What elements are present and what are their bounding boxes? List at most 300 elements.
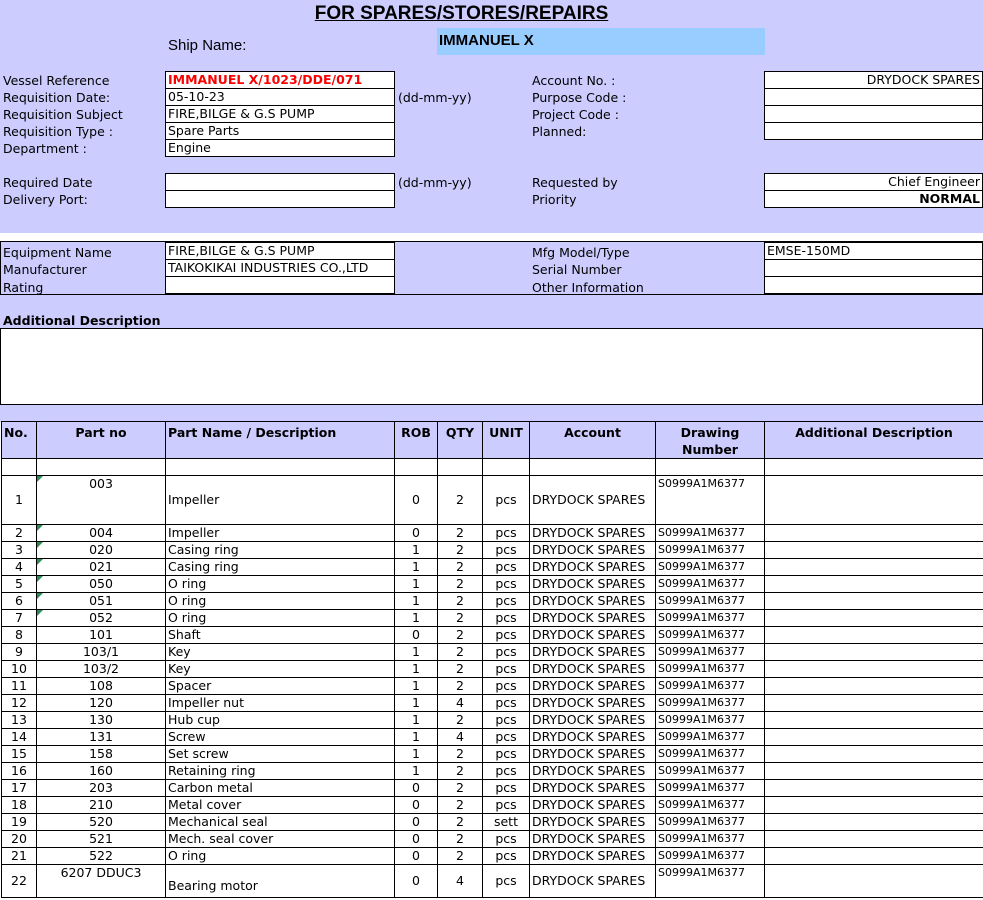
additional-description-field[interactable] (0, 328, 983, 405)
comment-marker-icon (37, 476, 43, 482)
drawing-number[interactable]: S0999A1M6377 (656, 746, 765, 763)
rob-value[interactable]: 0 (395, 814, 438, 831)
table-row[interactable] (2, 848, 983, 865)
unit-value[interactable]: sett (483, 814, 530, 831)
part-number-text: 050 (89, 576, 113, 591)
planned-field[interactable] (764, 122, 983, 140)
account-value[interactable]: DRYDOCK SPARES (530, 712, 656, 729)
row-number[interactable]: 21 (2, 848, 37, 865)
serial-number-label: Serial Number (532, 262, 622, 277)
part-name[interactable]: Screw (166, 729, 395, 746)
unit-value[interactable]: pcs (483, 831, 530, 848)
account-value[interactable]: DRYDOCK SPARES (530, 831, 656, 848)
account-value[interactable]: DRYDOCK SPARES (530, 814, 656, 831)
part-number-text: 160 (89, 763, 113, 778)
part-name[interactable]: O ring (166, 593, 395, 610)
row-number[interactable]: 17 (2, 780, 37, 797)
part-number[interactable] (37, 525, 166, 542)
additional-value[interactable] (765, 610, 983, 627)
drawing-number[interactable]: S0999A1M6377 (656, 476, 765, 525)
drawing-number[interactable]: S0999A1M6377 (656, 712, 765, 729)
additional-description-label: Additional Description (3, 313, 161, 328)
part-name[interactable]: Spacer (166, 678, 395, 695)
part-number[interactable] (37, 865, 166, 898)
additional-value[interactable] (765, 729, 983, 746)
equipment-name-label: Equipment Name (3, 245, 112, 260)
part-name[interactable]: Mechanical seal (166, 814, 395, 831)
rob-value[interactable]: 0 (395, 831, 438, 848)
ship-name-label: Ship Name: (168, 37, 247, 54)
row-number[interactable]: 7 (2, 610, 37, 627)
part-number-text: 108 (89, 678, 113, 693)
drawing-number[interactable]: S0999A1M6377 (656, 695, 765, 712)
priority-field[interactable]: NORMAL (764, 190, 983, 208)
table-row[interactable] (2, 831, 983, 848)
additional-value[interactable] (765, 593, 983, 610)
additional-value[interactable] (765, 644, 983, 661)
additional-value[interactable] (765, 763, 983, 780)
qty-value[interactable]: 4 (438, 729, 483, 746)
qty-value[interactable]: 2 (438, 525, 483, 542)
part-number[interactable] (37, 678, 166, 695)
account-value[interactable]: DRYDOCK SPARES (530, 729, 656, 746)
table-row[interactable] (2, 476, 983, 525)
requisition-subject-field[interactable]: FIRE,BILGE & G.S PUMP (165, 105, 395, 123)
drawing-number[interactable]: S0999A1M6377 (656, 865, 765, 898)
col-header-account: Account (530, 422, 656, 459)
col-header-part-name: Part Name / Description (166, 422, 395, 459)
drawing-number[interactable]: S0999A1M6377 (656, 780, 765, 797)
unit-value[interactable]: pcs (483, 729, 530, 746)
part-number[interactable] (37, 610, 166, 627)
required-date-field[interactable] (165, 173, 395, 191)
unit-value[interactable]: pcs (483, 712, 530, 729)
account-value[interactable]: DRYDOCK SPARES (530, 848, 656, 865)
qty-value[interactable]: 2 (438, 559, 483, 576)
account-no-label: Account No. : (532, 73, 616, 88)
additional-value[interactable] (765, 831, 983, 848)
part-number-text: 020 (89, 542, 113, 557)
ship-name-value[interactable]: IMMANUEL X (437, 28, 765, 55)
rob-value[interactable]: 1 (395, 644, 438, 661)
requisition-date-field[interactable]: 05-10-23 (165, 88, 395, 106)
row-number[interactable]: 2 (2, 525, 37, 542)
mfg-model-label: Mfg Model/Type (532, 245, 630, 260)
additional-value[interactable] (765, 525, 983, 542)
additional-value[interactable] (765, 661, 983, 678)
table-row[interactable] (2, 542, 983, 559)
part-name[interactable]: Hub cup (166, 712, 395, 729)
col-header-qty: QTY (438, 422, 483, 459)
account-value[interactable]: DRYDOCK SPARES (530, 644, 656, 661)
part-number-text: 052 (89, 610, 113, 625)
part-number[interactable] (37, 593, 166, 610)
col-header-additional: Additional Description (765, 422, 983, 459)
part-number[interactable] (37, 729, 166, 746)
qty-value[interactable]: 2 (438, 610, 483, 627)
part-number[interactable] (37, 576, 166, 593)
required-date-label: Required Date (3, 175, 93, 190)
account-value[interactable]: DRYDOCK SPARES (530, 865, 656, 898)
part-name[interactable]: O ring (166, 610, 395, 627)
qty-value[interactable]: 2 (438, 661, 483, 678)
unit-value[interactable]: pcs (483, 865, 530, 898)
table-row[interactable] (2, 712, 983, 729)
qty-value[interactable]: 4 (438, 695, 483, 712)
part-name[interactable]: O ring (166, 576, 395, 593)
account-value[interactable]: DRYDOCK SPARES (530, 476, 656, 525)
part-name[interactable]: Key (166, 644, 395, 661)
additional-value[interactable] (765, 627, 983, 644)
unit-value[interactable]: pcs (483, 627, 530, 644)
unit-value[interactable]: pcs (483, 542, 530, 559)
additional-value[interactable] (765, 814, 983, 831)
col-header-unit: UNIT (483, 422, 530, 459)
additional-value[interactable] (765, 476, 983, 525)
rob-value[interactable]: 0 (395, 627, 438, 644)
table-row[interactable] (2, 814, 983, 831)
rating-label: Rating (3, 280, 44, 295)
unit-value[interactable]: pcs (483, 644, 530, 661)
part-number[interactable] (37, 746, 166, 763)
part-number-text: 051 (89, 593, 113, 608)
comment-marker-icon (37, 559, 43, 565)
account-value[interactable]: DRYDOCK SPARES (530, 780, 656, 797)
drawing-number[interactable]: S0999A1M6377 (656, 763, 765, 780)
account-value[interactable]: DRYDOCK SPARES (530, 559, 656, 576)
part-number[interactable] (37, 814, 166, 831)
qty-value[interactable]: 2 (438, 814, 483, 831)
rob-value[interactable]: 0 (395, 476, 438, 525)
qty-value[interactable]: 2 (438, 678, 483, 695)
qty-value[interactable]: 2 (438, 627, 483, 644)
table-row[interactable] (2, 695, 983, 712)
part-number[interactable] (37, 559, 166, 576)
part-number-text: 520 (89, 814, 113, 829)
row-number[interactable]: 3 (2, 542, 37, 559)
part-number[interactable] (37, 695, 166, 712)
qty-value[interactable]: 2 (438, 476, 483, 525)
row-number[interactable]: 22 (2, 865, 37, 898)
other-information-field[interactable] (764, 276, 983, 294)
additional-value[interactable] (765, 678, 983, 695)
row-number[interactable]: 14 (2, 729, 37, 746)
rob-value[interactable]: 1 (395, 576, 438, 593)
account-value[interactable]: DRYDOCK SPARES (530, 695, 656, 712)
account-no-field[interactable]: DRYDOCK SPARES (764, 71, 983, 89)
drawing-number[interactable]: S0999A1M6377 (656, 593, 765, 610)
account-value[interactable]: DRYDOCK SPARES (530, 661, 656, 678)
rob-value[interactable]: 1 (395, 593, 438, 610)
drawing-number[interactable]: S0999A1M6377 (656, 831, 765, 848)
rob-value[interactable]: 1 (395, 661, 438, 678)
part-number[interactable] (37, 780, 166, 797)
drawing-number[interactable]: S0999A1M6377 (656, 678, 765, 695)
rob-value[interactable]: 0 (395, 865, 438, 898)
unit-value[interactable]: pcs (483, 476, 530, 525)
unit-value[interactable]: pcs (483, 848, 530, 865)
rob-value[interactable]: 0 (395, 525, 438, 542)
drawing-number[interactable]: S0999A1M6377 (656, 610, 765, 627)
table-spacer-row (2, 459, 983, 476)
mfg-model-field[interactable]: EMSE-150MD (764, 242, 983, 260)
unit-value[interactable]: pcs (483, 780, 530, 797)
table-row[interactable] (2, 610, 983, 627)
row-number[interactable]: 9 (2, 644, 37, 661)
account-value[interactable]: DRYDOCK SPARES (530, 542, 656, 559)
table-row[interactable] (2, 644, 983, 661)
row-number[interactable]: 4 (2, 559, 37, 576)
additional-value[interactable] (765, 865, 983, 898)
drawing-number[interactable]: S0999A1M6377 (656, 627, 765, 644)
drawing-number[interactable]: S0999A1M6377 (656, 797, 765, 814)
part-number-text: 158 (89, 746, 113, 761)
table-top-band (0, 404, 983, 422)
table-row[interactable] (2, 729, 983, 746)
requisition-type-label: Requisition Type : (3, 124, 113, 139)
qty-value[interactable]: 2 (438, 712, 483, 729)
delivery-port-field[interactable] (165, 190, 395, 208)
qty-value[interactable]: 2 (438, 831, 483, 848)
table-row[interactable] (2, 763, 983, 780)
rob-value[interactable]: 1 (395, 559, 438, 576)
unit-value[interactable]: pcs (483, 678, 530, 695)
account-value[interactable]: DRYDOCK SPARES (530, 763, 656, 780)
table-row[interactable] (2, 593, 983, 610)
unit-value[interactable]: pcs (483, 661, 530, 678)
additional-value[interactable] (765, 797, 983, 814)
comment-marker-icon (37, 542, 43, 548)
vessel-reference-field[interactable]: IMMANUEL X/1023/DDE/071 (165, 71, 395, 89)
rob-value[interactable]: 1 (395, 712, 438, 729)
part-number-text: 101 (89, 627, 113, 642)
part-name[interactable]: Shaft (166, 627, 395, 644)
qty-value[interactable]: 2 (438, 797, 483, 814)
unit-value[interactable]: pcs (483, 559, 530, 576)
table-row[interactable] (2, 780, 983, 797)
qty-value[interactable]: 2 (438, 644, 483, 661)
manufacturer-field[interactable]: TAIKOKIKAI INDUSTRIES CO.,LTD (165, 259, 395, 277)
part-name[interactable]: Impeller (166, 525, 395, 542)
rob-value[interactable]: 0 (395, 797, 438, 814)
part-name[interactable]: Carbon metal (166, 780, 395, 797)
rob-value[interactable]: 1 (395, 678, 438, 695)
additional-value[interactable] (765, 576, 983, 593)
table-row[interactable] (2, 746, 983, 763)
unit-value[interactable]: pcs (483, 525, 530, 542)
part-number[interactable] (37, 627, 166, 644)
required-date-hint: (dd-mm-yy) (398, 175, 472, 190)
unit-value[interactable]: pcs (483, 610, 530, 627)
drawing-number[interactable]: S0999A1M6377 (656, 559, 765, 576)
comment-marker-icon (37, 610, 43, 616)
account-value[interactable]: DRYDOCK SPARES (530, 525, 656, 542)
row-number[interactable]: 6 (2, 593, 37, 610)
requisition-date-hint: (dd-mm-yy) (398, 90, 472, 105)
unit-value[interactable]: pcs (483, 593, 530, 610)
col-header-no: No. (2, 422, 37, 459)
serial-number-field[interactable] (764, 259, 983, 277)
table-row[interactable] (2, 576, 983, 593)
drawing-number[interactable]: S0999A1M6377 (656, 576, 765, 593)
qty-value[interactable]: 2 (438, 576, 483, 593)
rob-value[interactable]: 0 (395, 848, 438, 865)
part-number-text: 103/2 (82, 661, 120, 676)
additional-value[interactable] (765, 712, 983, 729)
table-row[interactable] (2, 865, 983, 898)
part-name[interactable]: Set screw (166, 746, 395, 763)
table-row[interactable] (2, 797, 983, 814)
part-name[interactable]: Casing ring (166, 542, 395, 559)
form-title: FOR SPARES/STORES/REPAIRS (314, 3, 609, 24)
part-name[interactable]: Bearing motor (166, 865, 395, 898)
rob-value[interactable]: 1 (395, 610, 438, 627)
account-value[interactable]: DRYDOCK SPARES (530, 610, 656, 627)
drawing-number[interactable]: S0999A1M6377 (656, 542, 765, 559)
drawing-number[interactable]: S0999A1M6377 (656, 729, 765, 746)
additional-value[interactable] (765, 780, 983, 797)
purpose-code-field[interactable] (764, 88, 983, 106)
part-number[interactable] (37, 763, 166, 780)
row-number[interactable]: 13 (2, 712, 37, 729)
project-code-field[interactable] (764, 105, 983, 123)
rob-value[interactable]: 1 (395, 542, 438, 559)
part-number[interactable] (37, 542, 166, 559)
row-number[interactable]: 11 (2, 678, 37, 695)
part-name[interactable]: O ring (166, 848, 395, 865)
additional-value[interactable] (765, 559, 983, 576)
part-name[interactable]: Metal cover (166, 797, 395, 814)
part-number-text: 210 (89, 797, 113, 812)
part-name[interactable]: Impeller (166, 476, 395, 525)
qty-value[interactable]: 2 (438, 848, 483, 865)
qty-value[interactable]: 4 (438, 865, 483, 898)
rob-value[interactable]: 1 (395, 729, 438, 746)
part-number[interactable] (37, 831, 166, 848)
unit-value[interactable]: pcs (483, 797, 530, 814)
table-row[interactable] (2, 525, 983, 542)
row-number[interactable]: 10 (2, 661, 37, 678)
table-row[interactable] (2, 678, 983, 695)
comment-marker-icon (37, 593, 43, 599)
part-number[interactable] (37, 848, 166, 865)
purpose-code-label: Purpose Code : (532, 90, 627, 105)
account-value[interactable]: DRYDOCK SPARES (530, 678, 656, 695)
additional-value[interactable] (765, 848, 983, 865)
unit-value[interactable]: pcs (483, 695, 530, 712)
rating-field[interactable] (165, 276, 395, 294)
row-number[interactable]: 8 (2, 627, 37, 644)
unit-value[interactable]: pcs (483, 763, 530, 780)
part-number-text: 103/1 (82, 644, 120, 659)
department-field[interactable]: Engine (165, 139, 395, 157)
row-number[interactable]: 5 (2, 576, 37, 593)
part-number-text: 004 (89, 525, 113, 540)
account-value[interactable]: DRYDOCK SPARES (530, 593, 656, 610)
rob-value[interactable]: 1 (395, 763, 438, 780)
header-gap (0, 233, 983, 241)
part-number-text: 522 (89, 848, 113, 863)
project-code-label: Project Code : (532, 107, 619, 122)
additional-value[interactable] (765, 542, 983, 559)
col-header-drawing-number (656, 422, 765, 459)
rob-value[interactable]: 1 (395, 746, 438, 763)
row-number[interactable]: 20 (2, 831, 37, 848)
part-number-text: 130 (89, 712, 113, 727)
equipment-name-field[interactable]: FIRE,BILGE & G.S PUMP (165, 242, 395, 260)
qty-value[interactable]: 2 (438, 542, 483, 559)
part-number[interactable] (37, 661, 166, 678)
unit-value[interactable]: pcs (483, 576, 530, 593)
col-header-part-no: Part no (37, 422, 166, 459)
part-number[interactable] (37, 476, 166, 525)
drawing-number[interactable]: S0999A1M6377 (656, 661, 765, 678)
drawing-number[interactable]: S0999A1M6377 (656, 814, 765, 831)
row-number[interactable]: 19 (2, 814, 37, 831)
rob-value[interactable]: 1 (395, 695, 438, 712)
manufacturer-label: Manufacturer (3, 262, 87, 277)
part-number[interactable] (37, 712, 166, 729)
account-value[interactable]: DRYDOCK SPARES (530, 797, 656, 814)
account-value[interactable]: DRYDOCK SPARES (530, 627, 656, 644)
col-header-drawing-line1: Drawing (680, 425, 740, 440)
delivery-port-label: Delivery Port: (3, 192, 88, 207)
row-number[interactable]: 15 (2, 746, 37, 763)
col-header-rob: ROB (395, 422, 438, 459)
row-number[interactable]: 1 (2, 476, 37, 525)
department-label: Department : (3, 141, 87, 156)
part-number[interactable] (37, 797, 166, 814)
row-number[interactable]: 12 (2, 695, 37, 712)
part-number-text: 521 (89, 831, 113, 846)
part-name[interactable]: Mech. seal cover (166, 831, 395, 848)
vessel-reference-label: Vessel Reference (3, 73, 110, 88)
drawing-number[interactable]: S0999A1M6377 (656, 848, 765, 865)
row-number[interactable]: 18 (2, 797, 37, 814)
qty-value[interactable]: 2 (438, 763, 483, 780)
account-value[interactable]: DRYDOCK SPARES (530, 746, 656, 763)
part-number[interactable] (37, 644, 166, 661)
requisition-type-field[interactable]: Spare Parts (165, 122, 395, 140)
drawing-number[interactable]: S0999A1M6377 (656, 525, 765, 542)
account-value[interactable]: DRYDOCK SPARES (530, 576, 656, 593)
table-row[interactable] (2, 559, 983, 576)
qty-value[interactable]: 2 (438, 746, 483, 763)
qty-value[interactable]: 2 (438, 593, 483, 610)
comment-marker-icon (37, 576, 43, 582)
unit-value[interactable]: pcs (483, 746, 530, 763)
priority-label: Priority (532, 192, 577, 207)
rob-value[interactable]: 0 (395, 780, 438, 797)
additional-value[interactable] (765, 746, 983, 763)
requested-by-label: Requested by (532, 175, 618, 190)
table-row[interactable] (2, 627, 983, 644)
qty-value[interactable]: 2 (438, 780, 483, 797)
part-name[interactable]: Casing ring (166, 559, 395, 576)
requested-by-field[interactable]: Chief Engineer (764, 173, 983, 191)
planned-label: Planned: (532, 124, 587, 139)
table-row[interactable] (2, 661, 983, 678)
part-name[interactable]: Impeller nut (166, 695, 395, 712)
row-number[interactable]: 16 (2, 763, 37, 780)
part-name[interactable]: Retaining ring (166, 763, 395, 780)
part-number-text: 203 (89, 780, 113, 795)
drawing-number[interactable]: S0999A1M6377 (656, 644, 765, 661)
part-name[interactable]: Key (166, 661, 395, 678)
additional-value[interactable] (765, 695, 983, 712)
requisition-subject-label: Requisition Subject (3, 107, 123, 122)
col-header-drawing-line2: Number (682, 442, 738, 457)
